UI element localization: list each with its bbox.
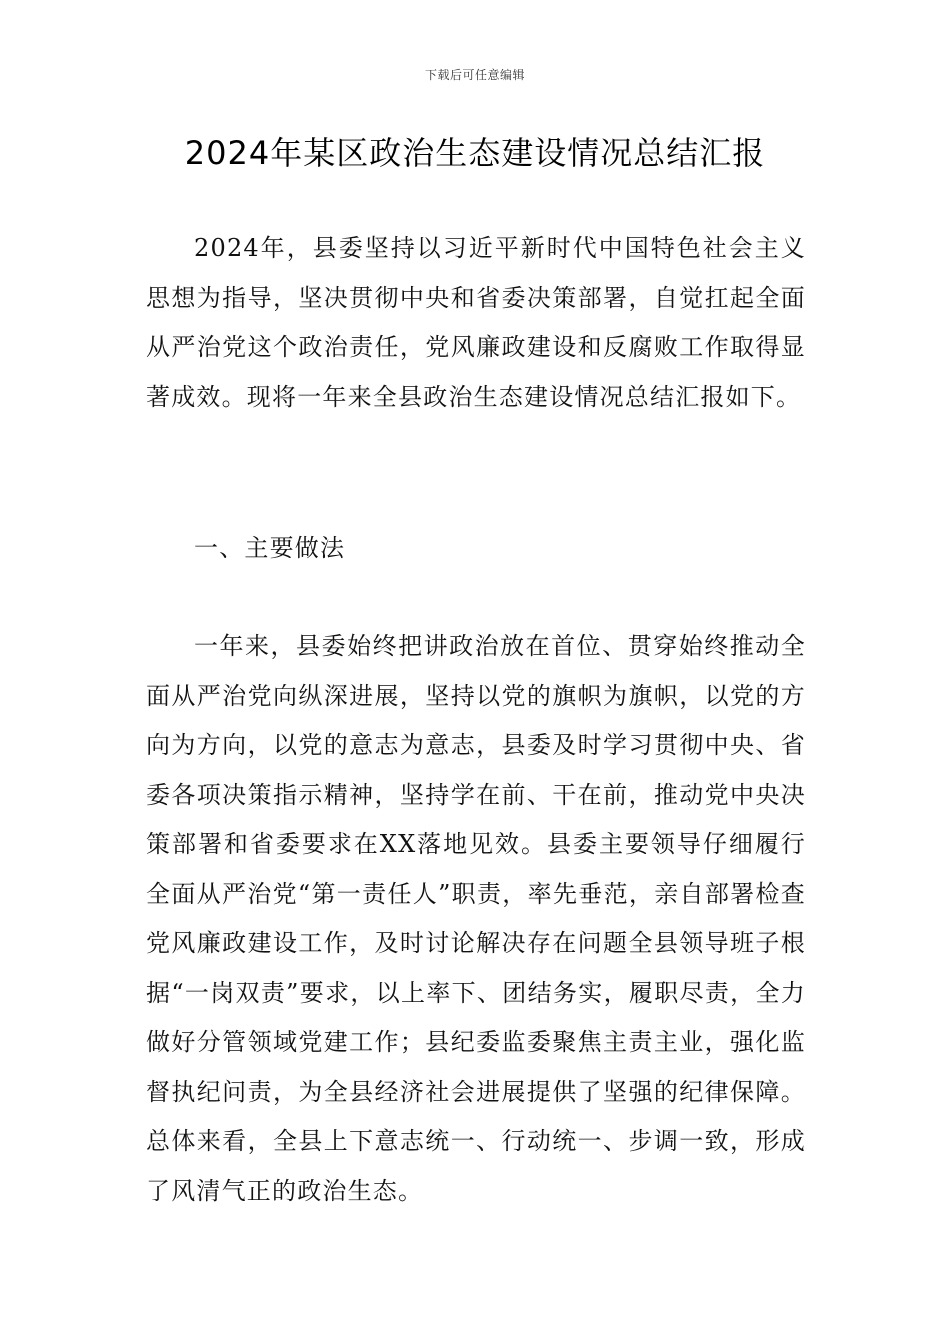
- intro-paragraph: 2024年，县委坚持以习近平新时代中国特色社会主义思想为指导，坚决贯彻中央和省委决策部署，自觉扛起全面从严治党这个政治责任，党风廉政建设和反腐败工作取得显著成效。现将一年来全县政治生态建设情况总结汇报如下。: [146, 234, 806, 411]
- header-note: 下载后可任意编辑: [424, 68, 525, 82]
- section-heading: 一、主要做法: [194, 534, 346, 562]
- document-title: 2024年某区政治生态建设情况总结汇报: [184, 134, 766, 172]
- section-body-paragraph: 一年来，县委始终把讲政治放在首位、贯穿始终推动全面从严治党向纵深进展，坚持以党的旗帜为旗帜，以党的方向为方向，以党的意志为意志，县委及时学习贯彻中央、省委各项决策指示精神，坚持学在前、干在前，推动党中央决策部署和省委要求在XX落地见效。县委主要领导仔细履行全面从严治党“第一责任人”职责，率先垂范，亲自部署检查党风廉政建设工作，及时讨论解决存在问题全县领导班子根据“一岗双责”要求，以上率下、团结务实，履职尽责，全力做好分管领域党建工作；县纪委监委聚焦主责主业，强化监督执纪问责，为全县经济社会进展提供了坚强的纪律保障。总体来看，全县上下意志统一、行动统一、步调一致，形成了风清气正的政治生态。: [146, 632, 806, 1205]
